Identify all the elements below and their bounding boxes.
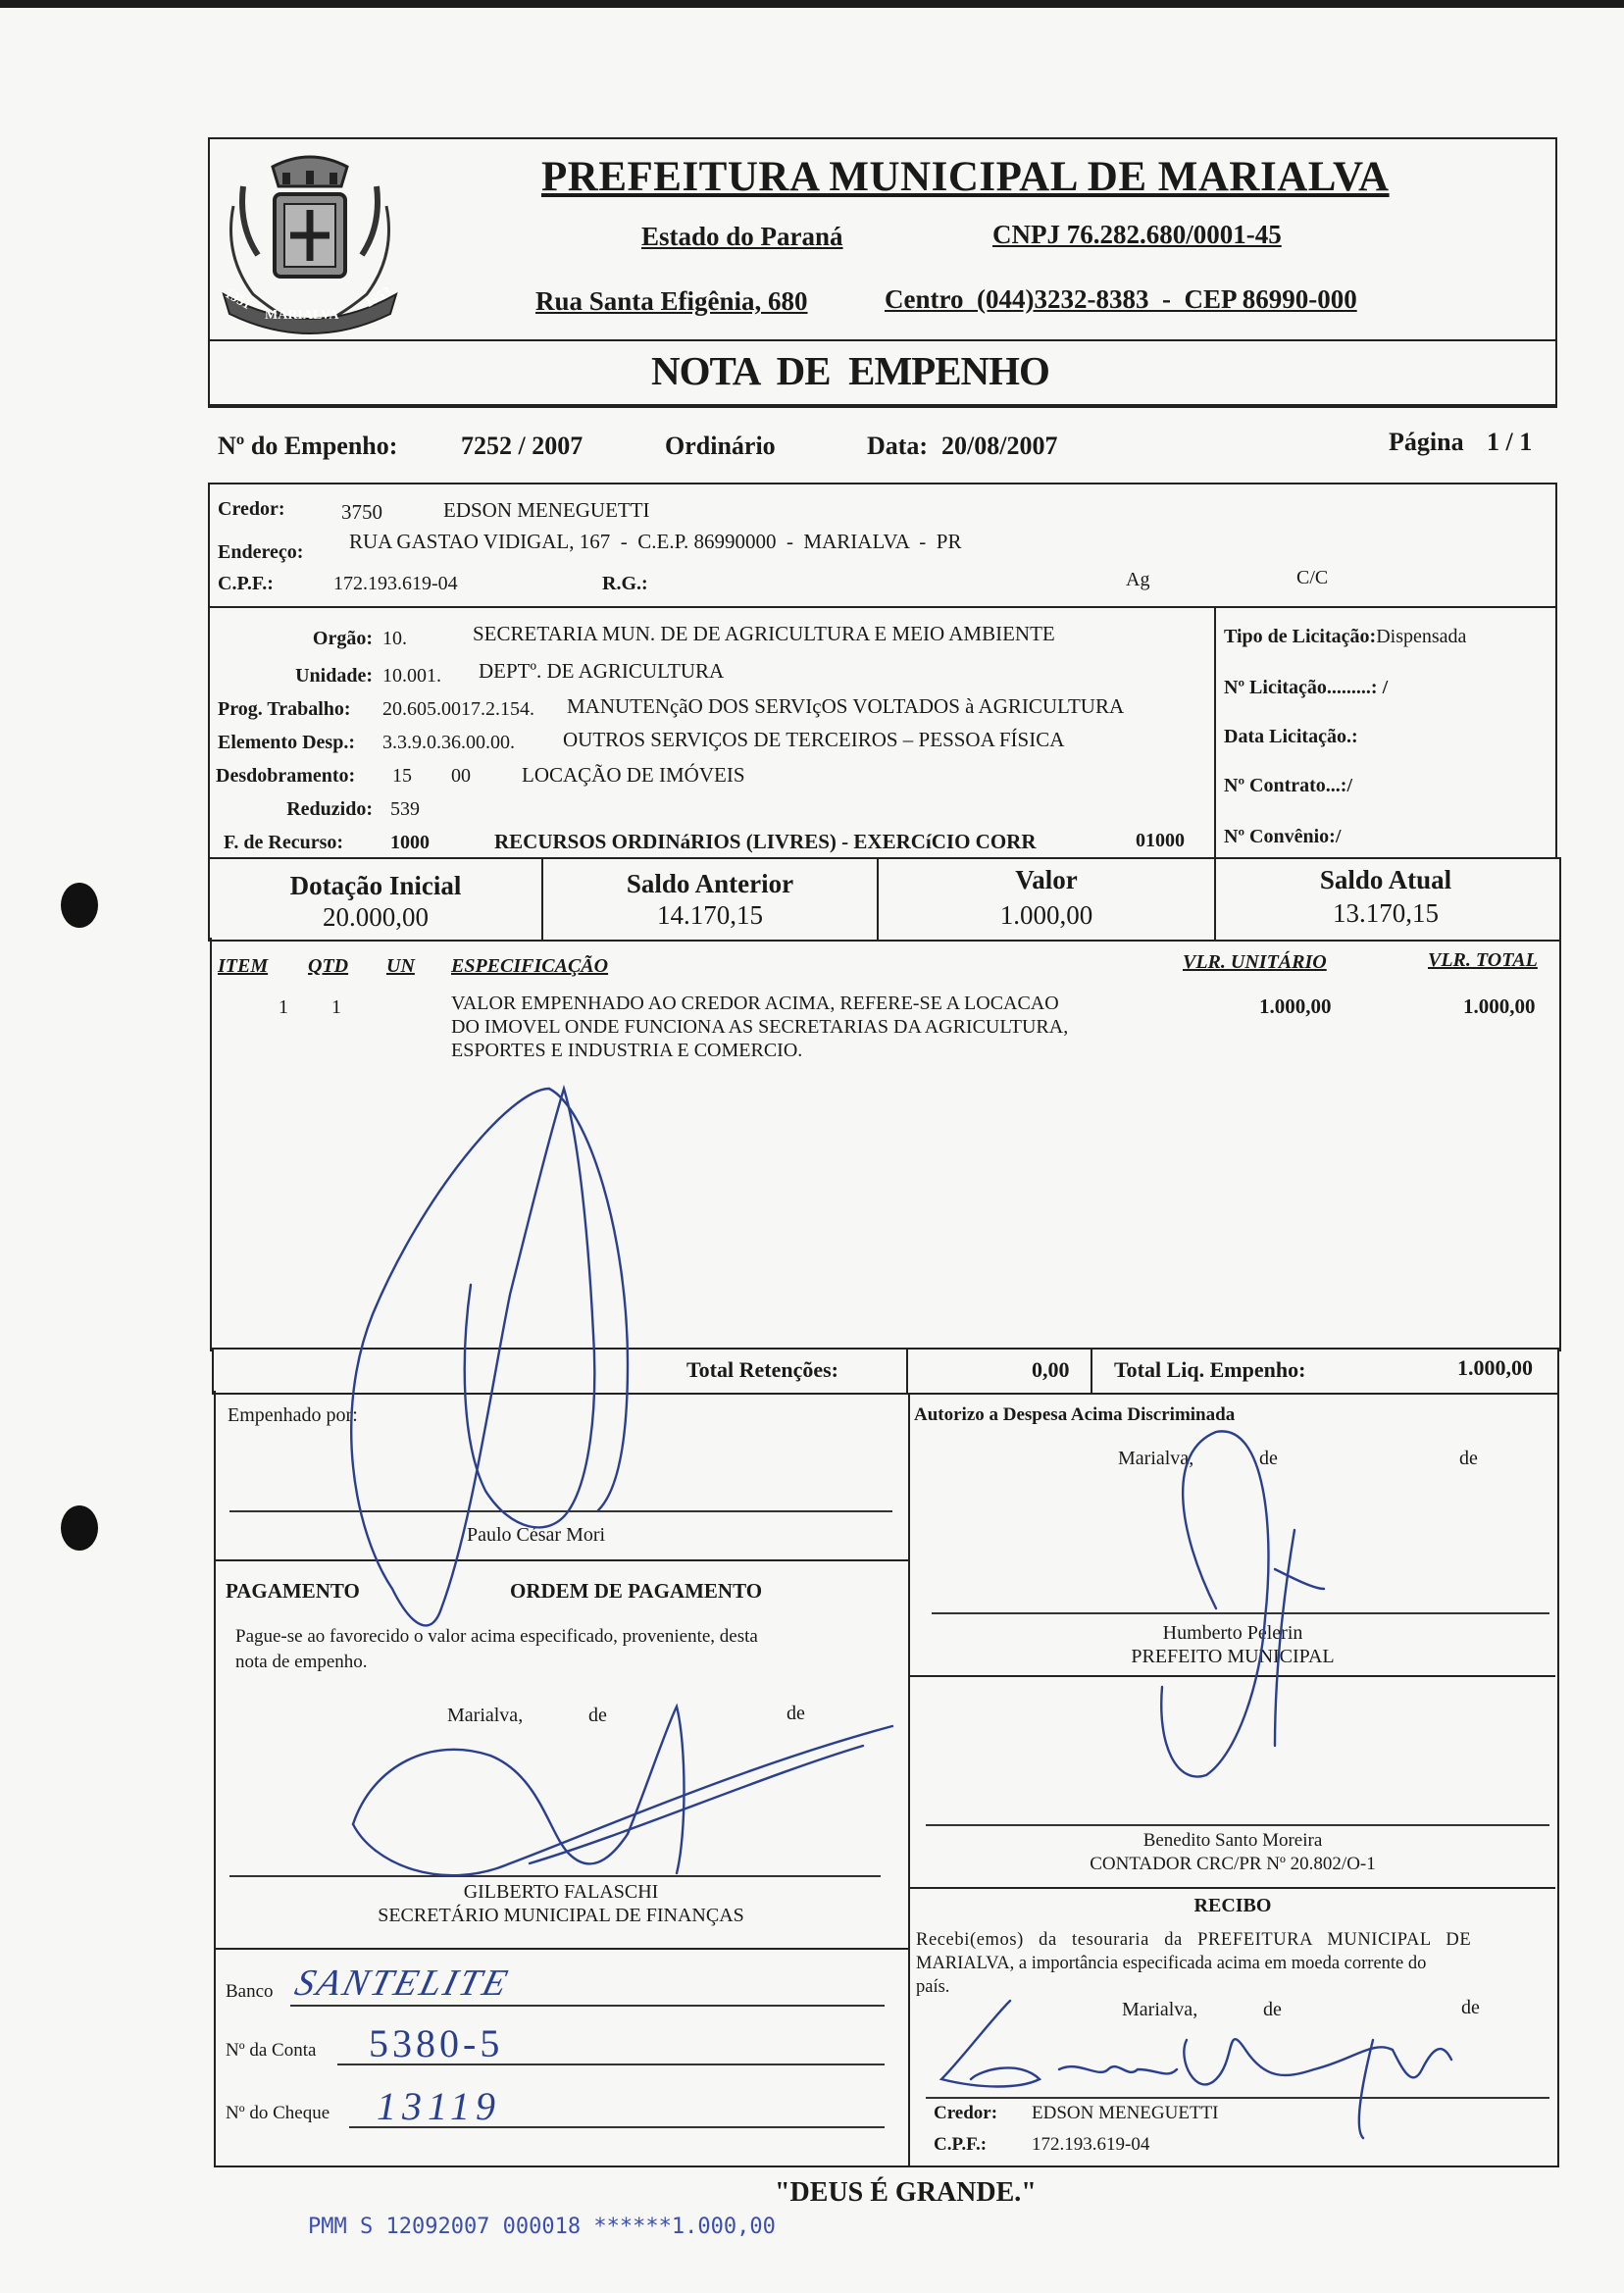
item-spec-line-2: DO IMOVEL ONDE FUNCIONA AS SECRETARIAS DA AGRICULTURA, bbox=[451, 1016, 1069, 1038]
saldo-atual-value: 13.170,15 bbox=[1333, 898, 1439, 928]
items-header-unit-value: VLR. UNITÁRIO bbox=[1183, 951, 1327, 973]
recibo-cpf-value: 172.193.619-04 bbox=[1032, 2134, 1150, 2155]
autorizo-role: PREFEITO MUNICIPAL bbox=[1131, 1646, 1335, 1667]
address-value: RUA GASTAO VIDIGAL, 167 - C.E.P. 86990000 - MARIALVA - PR bbox=[349, 530, 962, 553]
saldo-anterior-value: 14.170,15 bbox=[657, 900, 763, 930]
pagamento-text-line-1: Pague-se ao favorecido o valor acima especificado, proveniente, desta bbox=[235, 1626, 758, 1647]
rg-label: R.G.: bbox=[602, 573, 648, 594]
elemento-label: Elemento Desp.: bbox=[218, 732, 355, 753]
items-header-spec: ESPECIFICAÇÃO bbox=[451, 955, 609, 977]
item-spec-line-1: VALOR EMPENHADO AO CREDOR ACIMA, REFERE-SE A LOCACAO bbox=[451, 993, 1059, 1014]
page-title: PREFEITURA MUNICIPAL DE MARIALVA bbox=[541, 154, 1390, 200]
totals-divider-2 bbox=[1091, 1350, 1092, 1393]
pagamento-de-1: de bbox=[588, 1705, 607, 1726]
conta-label: Nº da Conta bbox=[226, 2040, 317, 2061]
item-unit-value: 1.000,00 bbox=[1259, 994, 1332, 1018]
item-total-value: 1.000,00 bbox=[1463, 994, 1536, 1018]
crest-year-right: 1953 bbox=[362, 284, 394, 312]
items-header-total-value: VLR. TOTAL bbox=[1428, 949, 1538, 971]
recibo-top-rule bbox=[910, 1887, 1555, 1889]
contact-label: Centro (044)3232-8383 - CEP 86990-000 bbox=[885, 284, 1357, 314]
recibo-signature-line bbox=[926, 2097, 1549, 2099]
banco-handwritten-value: SANTELITE bbox=[290, 1962, 515, 2004]
saldo-anterior-label: Saldo Anterior bbox=[626, 869, 794, 898]
item-spec-line-3: ESPORTES E INDUSTRIA E COMERCIO. bbox=[451, 1040, 803, 1061]
licitacao-type-label bbox=[1224, 626, 1466, 648]
unidade-name: DEPTº. DE AGRICULTURA bbox=[479, 659, 725, 683]
recibo-text-line-1: Recebi(emos) da tesouraria da PREFEITURA MUNICIPAL DE bbox=[916, 1930, 1472, 1950]
credor-label: Credor: bbox=[218, 498, 285, 520]
licitacao-type-value: Dispensada bbox=[1376, 626, 1467, 647]
cpf-label: C.P.F.: bbox=[218, 573, 274, 594]
valor-label: Valor bbox=[1015, 865, 1078, 894]
crest-year-left: 1951 bbox=[222, 286, 254, 314]
conta-handwritten-value: 5380-5 bbox=[369, 2021, 504, 2065]
empenho-number: 7252 / 2007 bbox=[461, 432, 584, 460]
empenho-type: Ordinário bbox=[665, 432, 776, 460]
empenho-date-label: Data: bbox=[867, 432, 929, 460]
empenho-date: 20/08/2007 bbox=[941, 432, 1058, 460]
state-label: Estado do Paraná bbox=[641, 222, 843, 251]
pagamento-top-rule bbox=[216, 1559, 908, 1561]
binder-hole-top bbox=[61, 883, 98, 928]
saldo-atual-label: Saldo Atual bbox=[1319, 865, 1452, 894]
reduzido-value: 539 bbox=[390, 798, 420, 820]
recurso-code: 1000 bbox=[390, 832, 430, 853]
header-divider bbox=[208, 339, 1556, 341]
autorizo-de-2: de bbox=[1459, 1448, 1478, 1469]
autorizo-signer: Humberto Pelerin bbox=[1162, 1622, 1303, 1644]
ordem-pagamento-label: ORDEM DE PAGAMENTO bbox=[510, 1579, 763, 1603]
pagamento-text-line-2: nota de empenho. bbox=[235, 1652, 368, 1672]
prog-label: Prog. Trabalho: bbox=[218, 698, 351, 720]
signature-middle-divider bbox=[908, 1393, 910, 2167]
contrato-label: Nº Contrato...:/ bbox=[1224, 775, 1353, 796]
pagamento-role: SECRETÁRIO MUNICIPAL DE FINANÇAS bbox=[378, 1905, 744, 1926]
pagamento-signature-line bbox=[229, 1875, 881, 1877]
item-number: 1 bbox=[279, 996, 288, 1018]
recibo-credor-label: Credor: bbox=[934, 2103, 998, 2123]
contador-signer: Benedito Santo Moreira bbox=[1142, 1830, 1323, 1851]
cpf-value: 172.193.619-04 bbox=[333, 573, 458, 594]
desdobramento-label: Desdobramento: bbox=[216, 765, 356, 787]
dotacao-value: 20.000,00 bbox=[323, 902, 429, 932]
totals-row bbox=[212, 1348, 1559, 1395]
autorizo-place: Marialva, bbox=[1118, 1448, 1194, 1469]
retencoes-value: 0,00 bbox=[1032, 1357, 1070, 1382]
credor-name: EDSON MENEGUETTI bbox=[443, 498, 650, 522]
contador-top-rule bbox=[910, 1675, 1555, 1677]
orgao-label: Orgão: bbox=[312, 628, 373, 649]
items-header-un: UN bbox=[386, 955, 415, 977]
budget-licitacao-divider bbox=[1214, 606, 1216, 859]
licitacao-type-label-text: Tipo de Licitação: bbox=[1224, 626, 1377, 647]
items-header-item: ITEM bbox=[218, 955, 269, 977]
account-label: C/C bbox=[1296, 567, 1329, 588]
orgao-name: SECRETARIA MUN. DE DE AGRICULTURA E MEIO AMBIENTE bbox=[473, 622, 1055, 645]
empenhado-signer: Paulo César Mori bbox=[467, 1524, 606, 1546]
banco-label: Banco bbox=[226, 1981, 274, 2002]
recurso-name: RECURSOS ORDINáRIOS (LIVRES) - EXERCíCIO CORR bbox=[494, 830, 1037, 853]
cnpj-label: CNPJ 76.282.680/0001-45 bbox=[992, 220, 1282, 249]
desdobramento-sub: 00 bbox=[451, 765, 471, 787]
footer-stamp: PMM S 12092007 000018 ******1.000,00 bbox=[308, 2215, 776, 2239]
crest-banner-text: MARIALVA bbox=[265, 308, 339, 323]
dotacao-label: Dotação Inicial bbox=[289, 871, 462, 900]
items-header-qtd: QTD bbox=[308, 955, 349, 977]
valor-value: 1.000,00 bbox=[999, 900, 1093, 930]
agency-label: Ag bbox=[1126, 569, 1150, 590]
cheque-label: Nº do Cheque bbox=[226, 2103, 330, 2123]
pagamento-signer: GILBERTO FALASCHI bbox=[463, 1881, 659, 1903]
header-bottom-rule bbox=[208, 404, 1556, 406]
retencoes-label: Total Retenções: bbox=[686, 1357, 838, 1382]
recurso-tail: 01000 bbox=[1136, 830, 1185, 851]
autorizo-de-1: de bbox=[1259, 1448, 1278, 1469]
recurso-label: F. de Recurso: bbox=[224, 832, 344, 853]
licitacao-number-label: Nº Licitação.........: / bbox=[1224, 677, 1389, 698]
recibo-credor-value: EDSON MENEGUETTI bbox=[1032, 2103, 1219, 2123]
totals-divider-1 bbox=[906, 1350, 908, 1393]
recibo-label: RECIBO bbox=[1193, 1895, 1272, 1916]
prog-name: MANUTENçãO DOS SERVIçOS VOLTADOS à AGRICULTURA bbox=[567, 694, 1125, 718]
pagamento-place: Marialva, bbox=[447, 1705, 524, 1726]
autorizo-signature-line bbox=[932, 1612, 1549, 1614]
page-number: 1 / 1 bbox=[1487, 428, 1533, 456]
contador-signature-line bbox=[926, 1824, 1549, 1826]
elemento-name: OUTROS SERVIÇOS DE TERCEIROS – PESSOA FÍSICA bbox=[563, 728, 1065, 751]
recibo-cpf-label: C.P.F.: bbox=[934, 2134, 988, 2155]
desdobramento-code: 15 bbox=[392, 765, 412, 787]
recibo-de-2: de bbox=[1461, 1997, 1480, 2018]
binder-hole-bottom bbox=[61, 1505, 98, 1551]
empenhado-signature-line bbox=[229, 1510, 892, 1512]
liquido-label: Total Liq. Empenho: bbox=[1114, 1357, 1306, 1382]
pagamento-label: PAGAMENTO bbox=[226, 1579, 360, 1603]
orgao-code: 10. bbox=[382, 628, 407, 649]
elemento-code: 3.3.9.0.36.00.00. bbox=[382, 732, 515, 753]
page-number-label: Página bbox=[1389, 428, 1464, 456]
recibo-de-1: de bbox=[1263, 1999, 1282, 2020]
empenho-number-label: Nº do Empenho: bbox=[218, 432, 398, 460]
table-row bbox=[210, 993, 1553, 1100]
unidade-label: Unidade: bbox=[295, 665, 373, 687]
autorizo-label: Autorizo a Despesa Acima Discriminada bbox=[914, 1404, 1236, 1425]
liquido-value: 1.000,00 bbox=[1457, 1355, 1533, 1380]
item-qty: 1 bbox=[331, 996, 341, 1018]
convenio-label: Nº Convênio:/ bbox=[1224, 826, 1342, 847]
unidade-code: 10.001. bbox=[382, 665, 441, 687]
address-label: Endereço: bbox=[218, 541, 304, 563]
recibo-place: Marialva, bbox=[1122, 1999, 1198, 2020]
desdobramento-name: LOCAÇÃO DE IMÓVEIS bbox=[522, 763, 745, 787]
cheque-handwritten-value: 13119 bbox=[377, 2084, 502, 2128]
contador-role: CONTADOR CRC/PR Nº 20.802/O-1 bbox=[1090, 1854, 1376, 1874]
recibo-text-line-3: país. bbox=[916, 1977, 950, 1997]
prog-code: 20.605.0017.2.154. bbox=[382, 698, 534, 720]
recibo-text-line-2: MARIALVA, a importância especificada acima em moeda corrente do bbox=[916, 1954, 1427, 1973]
document-title: NOTA DE EMPENHO bbox=[651, 348, 1049, 393]
banco-line bbox=[290, 2005, 885, 2007]
licitacao-date-label: Data Licitação.: bbox=[1224, 726, 1358, 747]
footer-motto: "DEUS É GRANDE." bbox=[775, 2177, 1037, 2208]
pagamento-de-2: de bbox=[787, 1703, 805, 1724]
empenhado-por-label: Empenhado por: bbox=[228, 1404, 358, 1426]
reduzido-label: Reduzido: bbox=[286, 798, 373, 820]
credor-code: 3750 bbox=[341, 500, 382, 524]
street-label: Rua Santa Efigênia, 680 bbox=[535, 286, 808, 316]
banco-top-rule bbox=[216, 1948, 908, 1950]
